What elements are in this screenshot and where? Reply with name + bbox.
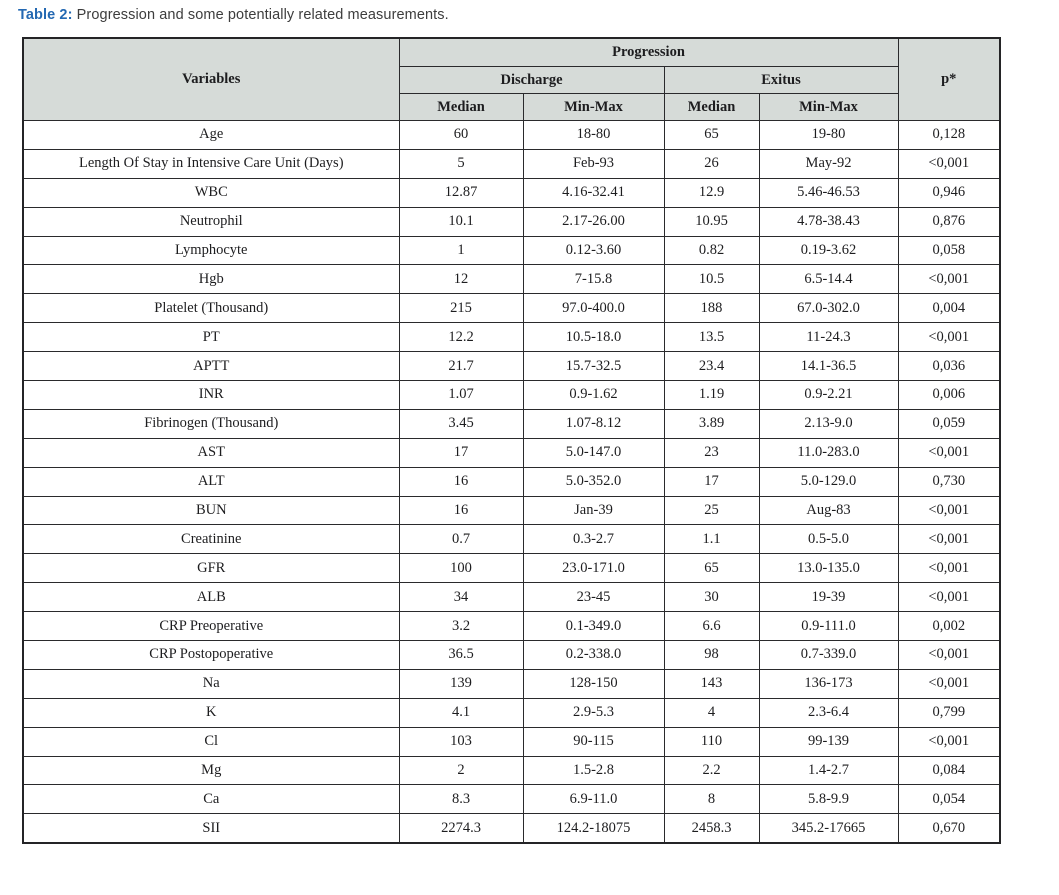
cell-exitus-median: 30 [664,583,759,612]
cell-discharge-median: 139 [399,669,523,698]
cell-variable: WBC [23,178,399,207]
cell-discharge-minmax: 23-45 [523,583,664,612]
cell-exitus-minmax: 19-39 [759,583,898,612]
cell-exitus-median: 0.82 [664,236,759,265]
cell-exitus-median: 1.1 [664,525,759,554]
cell-exitus-median: 6.6 [664,612,759,641]
cell-discharge-minmax: 4.16-32.41 [523,178,664,207]
cell-exitus-minmax: 67.0-302.0 [759,294,898,323]
cell-exitus-median: 2458.3 [664,814,759,843]
cell-exitus-median: 23.4 [664,352,759,381]
cell-p-value: 0,036 [898,352,1000,381]
table-body [23,121,1000,844]
table-row [23,381,1000,410]
table-row [23,236,1000,265]
cell-exitus-minmax: 0.9-2.21 [759,381,898,410]
cell-exitus-minmax: 11.0-283.0 [759,438,898,467]
cell-discharge-minmax: 5.0-147.0 [523,438,664,467]
cell-exitus-median: 98 [664,641,759,670]
cell-variable: Ca [23,785,399,814]
cell-exitus-minmax: May-92 [759,149,898,178]
cell-discharge-median: 12 [399,265,523,294]
cell-discharge-minmax: 0.3-2.7 [523,525,664,554]
cell-exitus-median: 23 [664,438,759,467]
cell-exitus-median: 110 [664,727,759,756]
cell-p-value: <0,001 [898,554,1000,583]
header-p-value: p* [898,38,1000,121]
cell-exitus-minmax: 2.13-9.0 [759,409,898,438]
cell-variable: ALB [23,583,399,612]
table-row [23,583,1000,612]
table-caption-label: Table 2: [18,7,73,23]
table-caption-text: Progression and some potentially related measurements. [72,7,449,23]
cell-exitus-median: 10.5 [664,265,759,294]
cell-variable: BUN [23,496,399,525]
cell-p-value: 0,128 [898,121,1000,150]
cell-variable: Age [23,121,399,150]
cell-exitus-median: 8 [664,785,759,814]
cell-p-value: <0,001 [898,583,1000,612]
cell-variable: Lymphocyte [23,236,399,265]
cell-discharge-minmax: 1.07-8.12 [523,409,664,438]
cell-discharge-minmax: 0.12-3.60 [523,236,664,265]
cell-discharge-minmax: 18-80 [523,121,664,150]
cell-exitus-minmax: 5.8-9.9 [759,785,898,814]
cell-exitus-minmax: 13.0-135.0 [759,554,898,583]
table-header [23,38,1000,121]
cell-exitus-minmax: 4.78-38.43 [759,207,898,236]
cell-exitus-median: 17 [664,467,759,496]
table-row [23,814,1000,843]
cell-exitus-median: 4 [664,698,759,727]
table-row [23,727,1000,756]
table-row [23,323,1000,352]
cell-exitus-median: 3.89 [664,409,759,438]
cell-variable: SII [23,814,399,843]
cell-exitus-minmax: 0.9-111.0 [759,612,898,641]
cell-p-value: 0,730 [898,467,1000,496]
cell-exitus-minmax: 0.7-339.0 [759,641,898,670]
table-row [23,756,1000,785]
cell-discharge-minmax: 5.0-352.0 [523,467,664,496]
cell-discharge-median: 5 [399,149,523,178]
cell-discharge-median: 3.45 [399,409,523,438]
cell-variable: K [23,698,399,727]
header-exitus-median: Median [664,94,759,121]
cell-discharge-median: 17 [399,438,523,467]
cell-discharge-median: 12.2 [399,323,523,352]
header-discharge: Discharge [399,67,664,94]
cell-discharge-minmax: Jan-39 [523,496,664,525]
cell-discharge-minmax: 2.17-26.00 [523,207,664,236]
cell-discharge-minmax: 124.2-18075 [523,814,664,843]
cell-discharge-median: 2274.3 [399,814,523,843]
cell-discharge-minmax: 0.9-1.62 [523,381,664,410]
cell-p-value: 0,876 [898,207,1000,236]
header-discharge-median: Median [399,94,523,121]
cell-exitus-minmax: 2.3-6.4 [759,698,898,727]
cell-exitus-median: 26 [664,149,759,178]
cell-p-value: 0,002 [898,612,1000,641]
table-row [23,785,1000,814]
cell-exitus-median: 10.95 [664,207,759,236]
cell-discharge-minmax: 15.7-32.5 [523,352,664,381]
cell-p-value: 0,054 [898,785,1000,814]
table-row [23,438,1000,467]
cell-discharge-minmax: 10.5-18.0 [523,323,664,352]
cell-p-value: 0,006 [898,381,1000,410]
cell-exitus-median: 188 [664,294,759,323]
header-progression: Progression [399,38,898,67]
cell-discharge-median: 3.2 [399,612,523,641]
cell-exitus-minmax: 0.5-5.0 [759,525,898,554]
cell-discharge-minmax: 6.9-11.0 [523,785,664,814]
cell-variable: AST [23,438,399,467]
cell-p-value: 0,799 [898,698,1000,727]
cell-p-value: 0,670 [898,814,1000,843]
measurements-table [22,37,1001,844]
cell-variable: ALT [23,467,399,496]
table-row [23,698,1000,727]
cell-variable: Platelet (Thousand) [23,294,399,323]
cell-discharge-median: 10.1 [399,207,523,236]
cell-p-value: <0,001 [898,149,1000,178]
table-row [23,294,1000,323]
cell-discharge-median: 103 [399,727,523,756]
cell-discharge-minmax: Feb-93 [523,149,664,178]
header-variables: Variables [23,38,399,121]
cell-discharge-minmax: 1.5-2.8 [523,756,664,785]
cell-discharge-median: 60 [399,121,523,150]
cell-exitus-minmax: 19-80 [759,121,898,150]
cell-discharge-median: 12.87 [399,178,523,207]
header-exitus-minmax: Min-Max [759,94,898,121]
cell-discharge-minmax: 97.0-400.0 [523,294,664,323]
cell-p-value: <0,001 [898,265,1000,294]
header-discharge-minmax: Min-Max [523,94,664,121]
cell-exitus-minmax: 14.1-36.5 [759,352,898,381]
cell-p-value: 0,058 [898,236,1000,265]
cell-exitus-median: 1.19 [664,381,759,410]
cell-exitus-median: 65 [664,121,759,150]
cell-discharge-minmax: 128-150 [523,669,664,698]
cell-p-value: 0,946 [898,178,1000,207]
cell-discharge-median: 16 [399,496,523,525]
table-row [23,265,1000,294]
cell-variable: Hgb [23,265,399,294]
cell-discharge-median: 21.7 [399,352,523,381]
cell-discharge-median: 215 [399,294,523,323]
table-row [23,554,1000,583]
table-row [23,352,1000,381]
cell-variable: PT [23,323,399,352]
table-row [23,207,1000,236]
cell-exitus-median: 65 [664,554,759,583]
cell-discharge-median: 8.3 [399,785,523,814]
cell-p-value: 0,004 [898,294,1000,323]
cell-p-value: 0,059 [898,409,1000,438]
cell-exitus-median: 2.2 [664,756,759,785]
cell-discharge-median: 100 [399,554,523,583]
cell-discharge-median: 34 [399,583,523,612]
cell-exitus-minmax: 6.5-14.4 [759,265,898,294]
cell-p-value: 0,084 [898,756,1000,785]
cell-exitus-minmax: 99-139 [759,727,898,756]
cell-exitus-minmax: 5.0-129.0 [759,467,898,496]
cell-variable: Cl [23,727,399,756]
cell-exitus-minmax: 345.2-17665 [759,814,898,843]
cell-p-value: <0,001 [898,323,1000,352]
table-row [23,612,1000,641]
cell-discharge-median: 4.1 [399,698,523,727]
table-row [23,496,1000,525]
cell-discharge-minmax: 90-115 [523,727,664,756]
cell-variable: Mg [23,756,399,785]
table-row [23,121,1000,150]
table-row [23,525,1000,554]
cell-variable: Length Of Stay in Intensive Care Unit (Days) [23,149,399,178]
cell-variable: APTT [23,352,399,381]
cell-exitus-median: 143 [664,669,759,698]
cell-p-value: <0,001 [898,641,1000,670]
cell-variable: Creatinine [23,525,399,554]
cell-discharge-minmax: 0.1-349.0 [523,612,664,641]
cell-discharge-minmax: 2.9-5.3 [523,698,664,727]
cell-p-value: <0,001 [898,669,1000,698]
cell-exitus-median: 12.9 [664,178,759,207]
cell-exitus-minmax: 11-24.3 [759,323,898,352]
cell-variable: CRP Postopoperative [23,641,399,670]
cell-p-value: <0,001 [898,525,1000,554]
cell-exitus-median: 13.5 [664,323,759,352]
cell-p-value: <0,001 [898,496,1000,525]
cell-p-value: <0,001 [898,438,1000,467]
cell-discharge-median: 16 [399,467,523,496]
cell-variable: CRP Preoperative [23,612,399,641]
cell-exitus-median: 25 [664,496,759,525]
cell-discharge-minmax: 7-15.8 [523,265,664,294]
header-exitus: Exitus [664,67,898,94]
cell-discharge-median: 1.07 [399,381,523,410]
cell-exitus-minmax: 0.19-3.62 [759,236,898,265]
cell-p-value: <0,001 [898,727,1000,756]
cell-discharge-median: 36.5 [399,641,523,670]
table-row [23,467,1000,496]
table-row [23,641,1000,670]
table-row [23,409,1000,438]
cell-exitus-minmax: 136-173 [759,669,898,698]
table-caption [18,7,449,23]
cell-discharge-median: 1 [399,236,523,265]
cell-exitus-minmax: Aug-83 [759,496,898,525]
cell-variable: Na [23,669,399,698]
cell-exitus-minmax: 5.46-46.53 [759,178,898,207]
cell-variable: GFR [23,554,399,583]
cell-variable: Neutrophil [23,207,399,236]
table-row [23,178,1000,207]
cell-variable: Fibrinogen (Thousand) [23,409,399,438]
cell-discharge-median: 2 [399,756,523,785]
cell-variable: INR [23,381,399,410]
table-row [23,669,1000,698]
cell-discharge-minmax: 0.2-338.0 [523,641,664,670]
table-row [23,149,1000,178]
cell-exitus-minmax: 1.4-2.7 [759,756,898,785]
cell-discharge-median: 0.7 [399,525,523,554]
cell-discharge-minmax: 23.0-171.0 [523,554,664,583]
